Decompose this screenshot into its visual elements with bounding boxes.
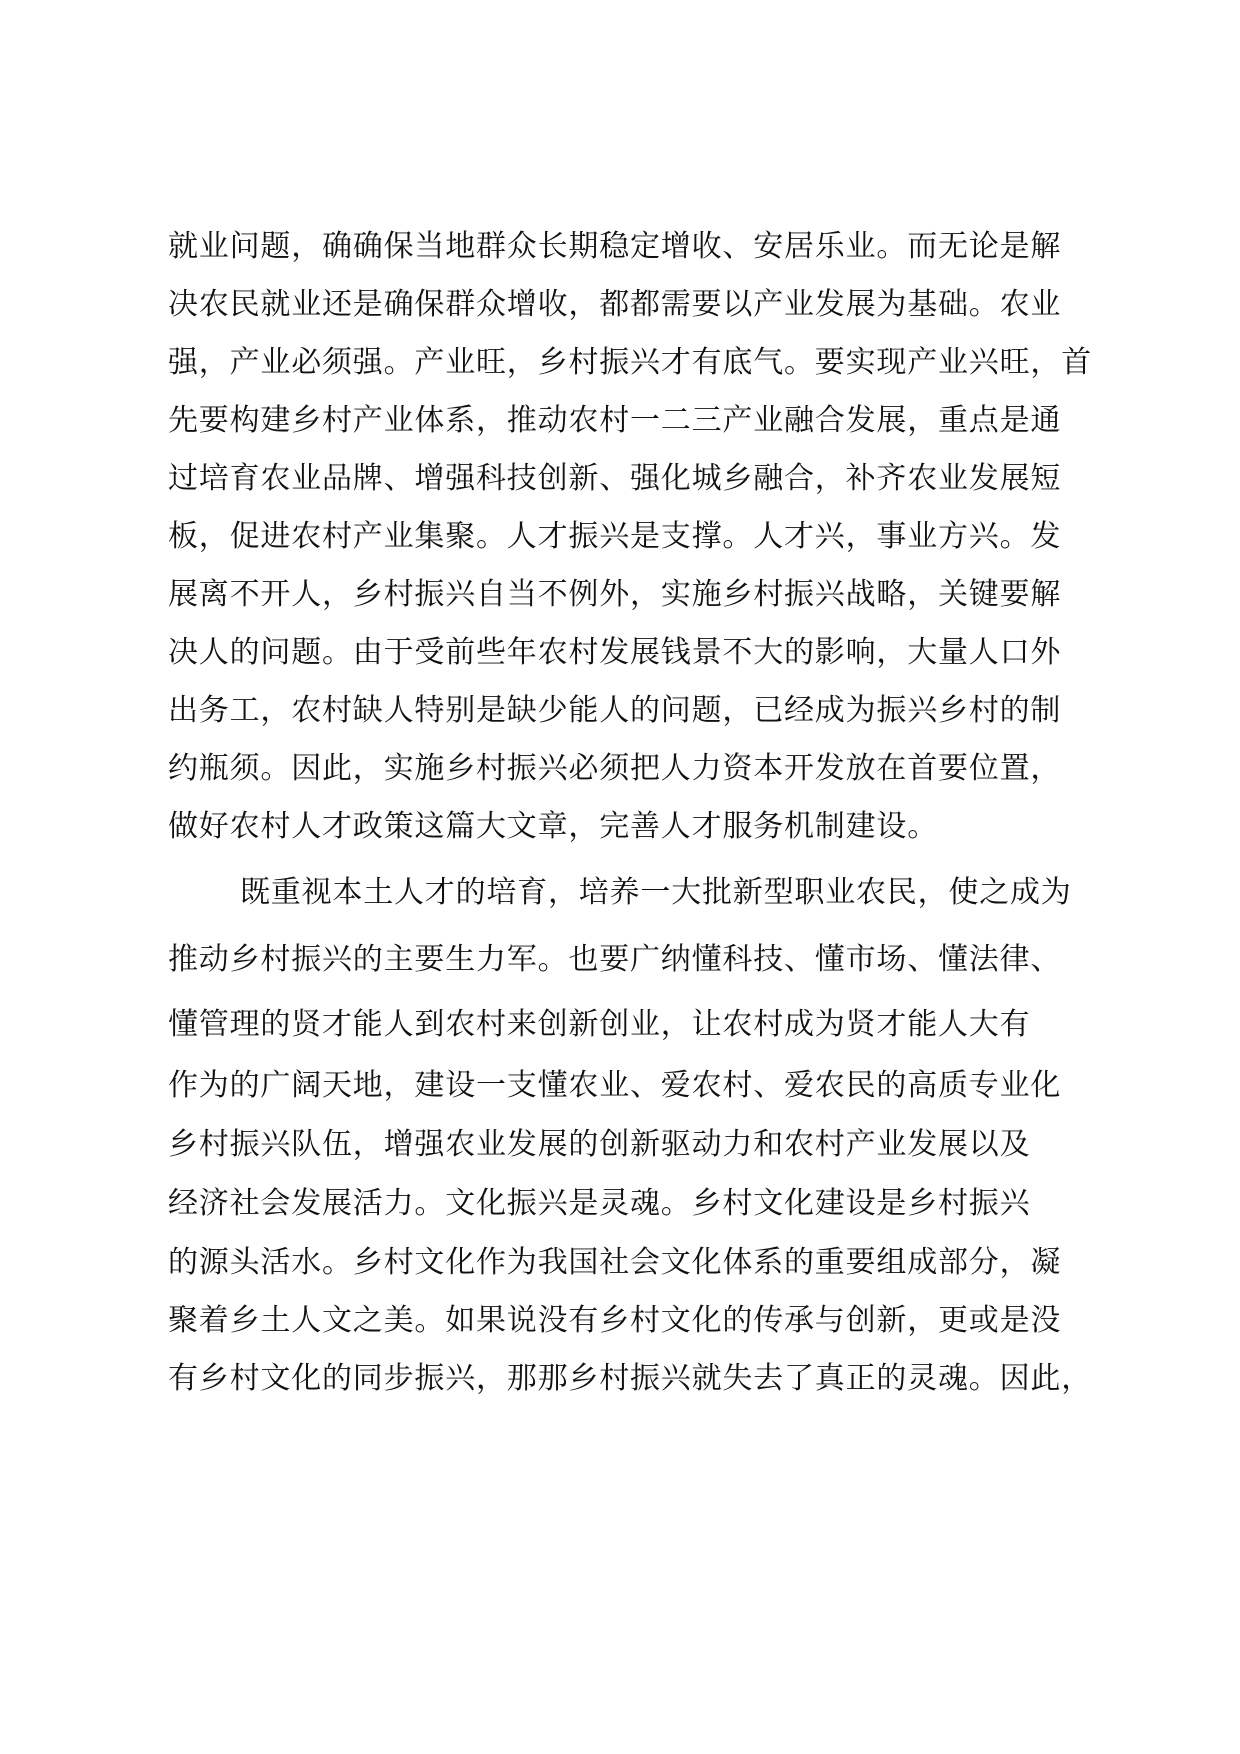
text-line: 懂管理的贤才能人到农村来创新创业，让农村成为贤才能人大有 <box>168 1007 1031 1042</box>
text-line: 作为的广阔天地，建设一支懂农业、爱农村、爱农民的高质专业化 <box>168 1068 1062 1103</box>
text-line: 经济社会发展活力。文化振兴是灵魂。乡村文化建设是乡村振兴 <box>168 1186 1031 1221</box>
text-line: 出务工，农村缺人特别是缺少能人的问题，已经成为振兴乡村的制 <box>168 693 1062 728</box>
text-line: 过培育农业品牌、增强科技创新、强化城乡融合，补齐农业发展短 <box>168 461 1062 496</box>
text-line: 的源头活水。乡村文化作为我国社会文化体系的重要组成部分，凝 <box>168 1245 1062 1280</box>
text-line: 展离不开人，乡村振兴自当不例外，实施乡村振兴战略，关键要解 <box>168 577 1062 612</box>
text-line: 做好农村人才政策这篇大文章，完善人才服务机制建设。 <box>168 809 938 844</box>
text-line: 决农民就业还是确保群众增收，都都需要以产业发展为基础。农业 <box>168 287 1062 322</box>
text-line: 就业问题，确确保当地群众长期稳定增收、安居乐业。而无论是解 <box>168 229 1062 264</box>
text-line: 约瓶须。因此，实施乡村振兴必须把人力资本开发放在首要位置， <box>168 751 1062 786</box>
text-line: 有乡村文化的同步振兴，那那乡村振兴就失去了真正的灵魂。因此， <box>168 1361 1092 1396</box>
text-line: 先要构建乡村产业体系，推动农村一二三产业融合发展，重点是通 <box>168 403 1062 438</box>
text-line: 决人的问题。由于受前些年农村发展钱景不大的影响，大量人口外 <box>168 635 1062 670</box>
text-line: 乡村振兴队伍，增强农业发展的创新驱动力和农村产业发展以及 <box>168 1127 1031 1162</box>
text-line: 聚着乡土人文之美。如果说没有乡村文化的传承与创新，更或是没 <box>168 1303 1062 1338</box>
text-line: 既重视本土人才的培育，培养一大批新型职业农民，使之成为 <box>240 875 1072 910</box>
text-line: 板，促进农村产业集聚。人才振兴是支撑。人才兴，事业方兴。发 <box>168 519 1062 554</box>
text-line: 推动乡村振兴的主要生力军。也要广纳懂科技、懂市场、懂法律、 <box>168 942 1062 977</box>
text-line: 强，产业必须强。产业旺，乡村振兴才有底气。要实现产业兴旺，首 <box>168 345 1092 380</box>
